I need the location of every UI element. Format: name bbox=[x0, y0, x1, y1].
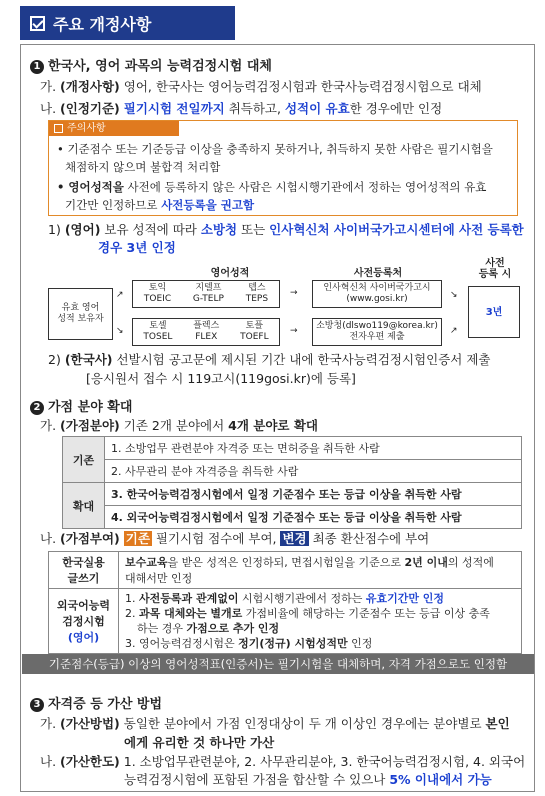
diagram-header-register: 사전등록처 bbox=[353, 268, 403, 279]
s3-item-na: 나. (가산한도) 1. 소방업무관련분야, 2. 사무관리분야, 3. 한국어능력검정시험, 4. 외국어 bbox=[40, 754, 526, 769]
header-korean-writing: 한국실용 글쓰기 bbox=[49, 552, 119, 589]
test-toefl: 토플 TOEFL bbox=[240, 321, 269, 342]
section-1-title: 1 한국사, 영어 과목의 능력검정시험 대체 bbox=[30, 55, 272, 74]
number-3-icon: 3 bbox=[30, 698, 44, 712]
section-3-title: 3 자격증 등 가산 방법 bbox=[30, 693, 162, 712]
caution-box bbox=[48, 120, 518, 216]
s3-item-ga-line2: 에게 유리한 것 하나만 가산 bbox=[124, 735, 275, 750]
header-foreign-language: 외국어능력 검정시험 (영어) bbox=[49, 589, 119, 654]
test-teps: 텝스 TEPS bbox=[245, 283, 269, 304]
table-row bbox=[49, 552, 522, 589]
s3-item-na-line2: 능력검정시험에 포함된 가점을 합산할 수 있으나 5% 이내에서 가능 bbox=[124, 772, 492, 787]
p1-english: 1) (영어) 보유 성적에 따라 소방청 또는 인사혁신처 사이버국가고시센터에 사전 등록한 bbox=[48, 222, 524, 237]
table-row bbox=[49, 589, 522, 654]
s3-item-ga: 가. (가산방법) 동일한 분야에서 가점 인정대상이 두 개 이상인 경우에는 분야별로 본인 bbox=[40, 716, 510, 731]
caution-line-4: 기간만 인정하므로 사전등록을 권고함 bbox=[65, 198, 255, 212]
section-header bbox=[20, 6, 235, 40]
arrow-down-right-2: ↘ bbox=[450, 290, 458, 300]
table-row bbox=[63, 506, 522, 529]
table-cell: 3. 한국어능력검정시험에서 일정 기준점수 또는 등급 이상을 취득한 사람 bbox=[105, 483, 522, 506]
table-row bbox=[63, 460, 522, 483]
diagram-header-english: 영어성적 bbox=[210, 268, 250, 279]
english-tests-row1 bbox=[132, 280, 280, 308]
summary-bar: 기준점수(등급) 이상의 영어성적표(인증서)는 필기시험을 대체하며, 자격 가점으로도 인정함 bbox=[22, 654, 534, 674]
caution-line-1: • 기준점수 또는 기준등급 이상을 충족하지 못하거나, 취득하지 못한 사람은 필기시험을 bbox=[57, 142, 493, 156]
test-tosel: 토셀 TOSEL bbox=[143, 321, 173, 342]
arrow-down-right: ↘ bbox=[116, 326, 124, 336]
test-flex: 플렉스 FLEX bbox=[193, 321, 220, 342]
english-tests-row2 bbox=[132, 318, 280, 346]
s1-item-na: 나. (인정기준) 필기시험 전일까지 취득하고, 성적이 유효한 경우에만 인정 bbox=[40, 101, 443, 116]
s2-item-na: 나. (가점부여) 기존 필기시험 점수에 부여, 변경 최종 환산점수에 부여 bbox=[40, 531, 430, 546]
table-row bbox=[63, 437, 522, 460]
table-cell: 4. 외국어능력검정시험에서 일정 기준점수 또는 등급 이상을 취득한 사람 bbox=[105, 506, 522, 529]
test-toeic: 토익 TOEIC bbox=[143, 283, 172, 304]
arrow-right-1: → bbox=[290, 288, 298, 298]
s1-item-ga: 가. (개정사항) 영어, 한국사는 영어능력검정시험과 한국사능력검정시험으로 대체 bbox=[40, 79, 482, 94]
table-cell: 1. 소방업무 관련분야 자격증 또는 면허증을 취득한 사람 bbox=[105, 437, 522, 460]
valid-3years-box: 3년 bbox=[468, 286, 520, 338]
bonus-fields-table bbox=[62, 436, 522, 529]
tag-changed: 변경 bbox=[282, 531, 307, 546]
checkbox-icon bbox=[54, 124, 63, 133]
p1-english-line2: 경우 3년 인정 bbox=[98, 240, 176, 255]
section-2-title: 2 가점 분야 확대 bbox=[30, 396, 132, 415]
header-extended: 확대 bbox=[63, 483, 105, 529]
number-2-icon: 2 bbox=[30, 401, 44, 415]
caution-line-3: • 영어성적을 사전에 등록하지 않은 사람은 시험시행기관에서 정하는 영어성적의 유효 bbox=[57, 180, 487, 194]
caution-line-2: 채점하지 않으며 불합격 처리함 bbox=[65, 160, 221, 174]
table-row bbox=[63, 483, 522, 506]
bonus-criteria-table bbox=[48, 551, 522, 654]
p2-line2: [응시원서 접수 시 119고시(119gosi.kr)에 등록] bbox=[86, 371, 356, 386]
register-gosi-box: 인사혁신처 사이버국가고시 (www.gosi.kr) bbox=[312, 280, 442, 308]
table-cell: 1. 사전등록과 관계없이 시험시행기관에서 정하는 유효기간만 인정 2. 과목 대체와는 별개로 가점비율에 해당하는 기준점수 또는 등급 이상 충족 하는 경우 가점으로 추가 인정 3. 영어능력검정시험은 정기(정규) 시험성적만 인정 bbox=[119, 589, 522, 654]
header-title: 주요 개정사항 bbox=[53, 14, 152, 34]
register-fire-box: 소방청(dlswo119@korea.kr) 전자우편 제출 bbox=[312, 318, 442, 346]
s2-item-ga: 가. (가점분야) 기존 2개 분야에서 4개 분야로 확대 bbox=[40, 418, 319, 433]
checkbox-icon bbox=[30, 16, 45, 31]
arrow-right-2: → bbox=[290, 326, 298, 336]
table-cell: 보수교육을 받은 성적은 인정하되, 면접시험일을 기준으로 2년 이내의 성적에 대해서만 인정 bbox=[119, 552, 522, 589]
test-gtelp: 지텔프 G-TELP bbox=[192, 283, 224, 304]
p2-korean-history: 2) (한국사) 선발시험 공고문에 제시된 기간 내에 한국사능력검정시험인증서 제출 bbox=[48, 352, 491, 367]
valid-english-holder-box: 유효 영어 성적 보유자 bbox=[48, 288, 113, 340]
number-1-icon: 1 bbox=[30, 60, 44, 74]
arrow-up-right: ↗ bbox=[116, 290, 124, 300]
arrow-up-right-2: ↗ bbox=[450, 326, 458, 336]
diagram-header-valid: 사전 등록 시 bbox=[478, 258, 512, 280]
caution-tag: 주의사항 bbox=[49, 121, 179, 136]
tag-existing: 기존 bbox=[125, 531, 150, 546]
table-cell: 2. 사무관리 분야 자격증을 취득한 사람 bbox=[105, 460, 522, 483]
header-existing: 기존 bbox=[63, 437, 105, 483]
